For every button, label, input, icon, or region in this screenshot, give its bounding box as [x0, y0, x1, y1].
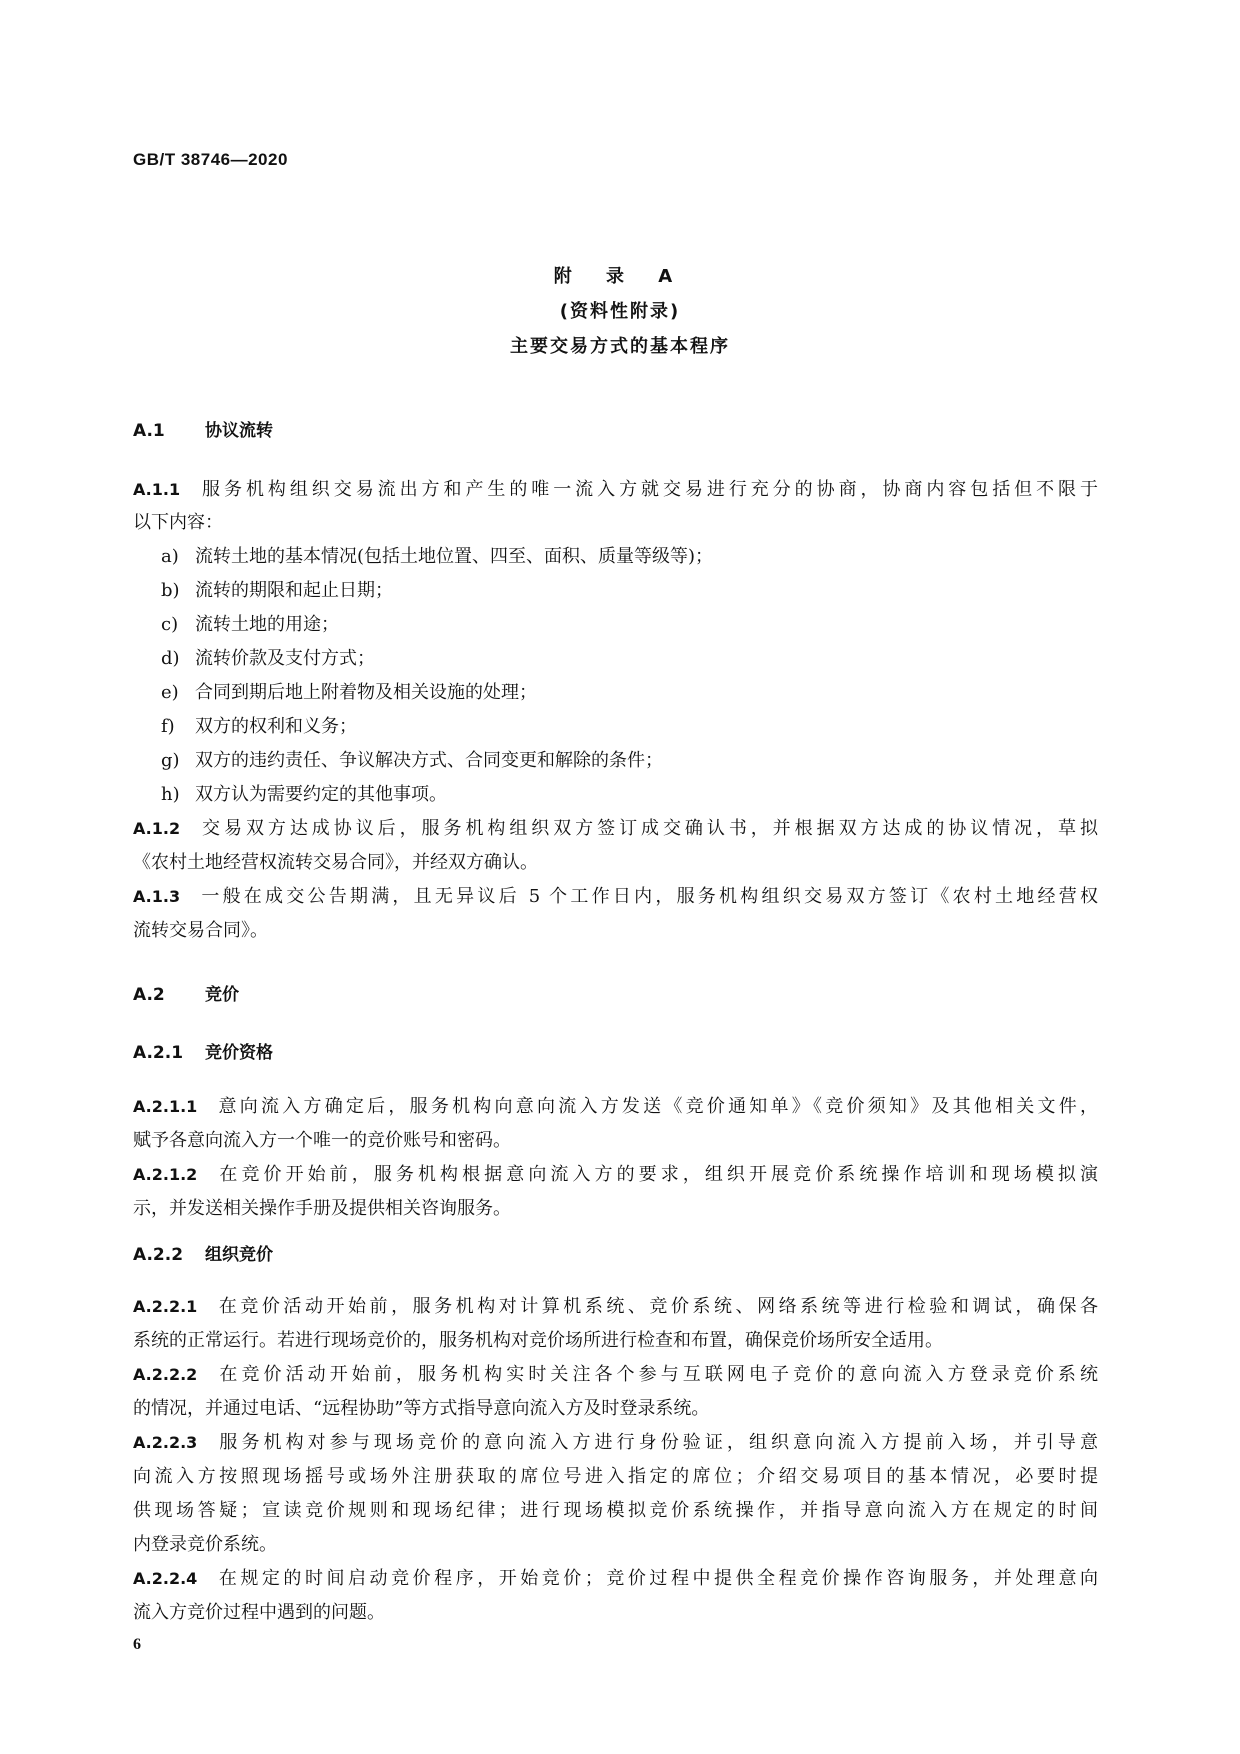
- list-item-text: 双方的违约责任、争议解决方式、合同变更和解除的条件；: [195, 750, 663, 771]
- clause-number: A.1.3: [133, 887, 181, 906]
- section-number: A.2.2: [133, 1245, 184, 1265]
- section-heading-a21: [133, 1038, 273, 1063]
- clause-number: A.2.2.1: [133, 1297, 198, 1316]
- list-marker: d): [161, 648, 180, 669]
- list-marker: f): [161, 716, 175, 737]
- list-marker: c): [161, 614, 179, 635]
- paragraph-a222-line1: [133, 1360, 1098, 1386]
- paragraph-a223-line3: 供现场答疑；宣读竞价规则和现场纪律；进行现场模拟竞价系统操作，并指导意向流入方在规定的时间: [133, 1500, 1098, 1521]
- list-marker: e): [161, 682, 179, 703]
- section-number: A.1: [133, 421, 165, 441]
- paragraph-a12-line2: 《农村土地经营权流转交易合同》，并经双方确认。: [133, 852, 538, 873]
- list-item: [161, 712, 357, 738]
- paragraph-a13-line1: [133, 882, 1098, 908]
- standard-code: GB/T 38746—2020: [133, 150, 288, 169]
- annex-title: 主要交易方式的基本程序: [510, 336, 730, 357]
- list-item-text: 流转土地的用途；: [195, 614, 339, 635]
- annex-label: 附 录 A: [553, 266, 687, 287]
- list-item-text: 合同到期后地上附着物及相关设施的处理；: [195, 682, 537, 703]
- section-title: 竞价: [205, 985, 239, 1005]
- list-item-text: 流转土地的基本情况(包括土地位置、四至、面积、质量等级等)；: [195, 546, 714, 567]
- paragraph-a223-line4: 内登录竞价系统。: [133, 1534, 277, 1555]
- section-number: A.2: [133, 985, 165, 1005]
- list-marker: g): [161, 750, 180, 771]
- section-number: A.2.1: [133, 1043, 184, 1063]
- paragraph-a221-line1: [133, 1292, 1098, 1318]
- paragraph-text: 在竞价活动开始前，服务机构实时关注各个参与互联网电子竞价的意向流入方登录竞价系统: [215, 1364, 1098, 1385]
- paragraph-a222-line2: 的情况，并通过电话、“远程协助”等方式指导意向流入方及时登录系统。: [133, 1398, 710, 1419]
- list-item: [161, 746, 663, 772]
- paragraph-a12-line1: [133, 814, 1098, 840]
- annex-type: (资料性附录): [559, 301, 681, 322]
- list-marker: a): [161, 546, 179, 567]
- clause-number: A.1.1: [133, 480, 181, 499]
- list-item: [161, 644, 375, 670]
- paragraph-a212-line1: [133, 1160, 1098, 1186]
- paragraph-text: 一般在成交公告期满，且无异议后 5 个工作日内，服务机构组织交易双方签订《农村土地经营权: [198, 886, 1098, 907]
- paragraph-text: 服务机构组织交易流出方和产生的唯一流入方就交易进行充分的协商，协商内容包括但不限于: [198, 479, 1098, 500]
- section-title: 组织竞价: [205, 1245, 273, 1265]
- section-heading-a2: [133, 980, 239, 1005]
- paragraph-text: 在竞价开始前，服务机构根据意向流入方的要求，组织开展竞价系统操作培训和现场模拟演: [215, 1164, 1098, 1185]
- list-item: [161, 610, 339, 636]
- list-marker: b): [161, 580, 180, 601]
- list-item: [161, 576, 393, 602]
- paragraph-a11-line2: 以下内容：: [133, 512, 223, 533]
- clause-number: A.1.2: [133, 819, 181, 838]
- list-item: [161, 678, 537, 704]
- paragraph-text: 在竞价活动开始前，服务机构对计算机系统、竞价系统、网络系统等进行检验和调试，确保各: [215, 1296, 1098, 1317]
- paragraph-a223-line1: [133, 1428, 1098, 1454]
- clause-number: A.2.1.1: [133, 1097, 198, 1116]
- list-item-text: 流转价款及支付方式；: [195, 648, 375, 669]
- clause-number: A.2.2.3: [133, 1433, 198, 1452]
- paragraph-text: 服务机构对参与现场竞价的意向流入方进行身份验证，组织意向流入方提前入场，并引导意: [215, 1432, 1098, 1453]
- paragraph-a212-line2: 示，并发送相关操作手册及提供相关咨询服务。: [133, 1198, 511, 1219]
- clause-number: A.2.2.4: [133, 1569, 198, 1588]
- paragraph-a221-line2: 系统的正常运行。若进行现场竞价的，服务机构对竞价场所进行检查和布置，确保竞价场所安全适用。: [133, 1330, 943, 1351]
- section-title: 竞价资格: [205, 1043, 273, 1063]
- list-marker: h): [161, 784, 180, 805]
- paragraph-a223-line2: 向流入方按照现场摇号或场外注册获取的席位号进入指定的席位；介绍交易项目的基本情况，必要时提: [133, 1466, 1098, 1487]
- section-heading-a22: [133, 1240, 273, 1265]
- list-item-text: 双方的权利和义务；: [195, 716, 357, 737]
- paragraph-a224-line2: 流入方竞价过程中遇到的问题。: [133, 1602, 385, 1623]
- paragraph-a11-line1: [133, 475, 1098, 501]
- list-item-text: 流转的期限和起止日期；: [195, 580, 393, 601]
- paragraph-a13-line2: 流转交易合同》。: [133, 920, 268, 941]
- paragraph-a211-line2: 赋予各意向流入方一个唯一的竞价账号和密码。: [133, 1130, 511, 1151]
- paragraph-a224-line1: [133, 1564, 1098, 1590]
- paragraph-text: 意向流入方确定后，服务机构向意向流入方发送《竞价通知单》《竞价须知》及其他相关文件，: [215, 1096, 1098, 1117]
- section-heading-a1: [133, 416, 273, 441]
- list-item-text: 双方认为需要约定的其他事项。: [195, 784, 447, 805]
- clause-number: A.2.2.2: [133, 1365, 198, 1384]
- paragraph-a211-line1: [133, 1092, 1098, 1118]
- paragraph-text: 在规定的时间启动竞价程序，开始竞价；竞价过程中提供全程竞价操作咨询服务，并处理意向: [215, 1568, 1098, 1589]
- paragraph-text: 交易双方达成协议后，服务机构组织双方签订成交确认书，并根据双方达成的协议情况，草拟: [198, 818, 1098, 839]
- section-title: 协议流转: [205, 421, 273, 441]
- list-item: [161, 780, 447, 806]
- clause-number: A.2.1.2: [133, 1165, 198, 1184]
- list-item: [161, 542, 713, 568]
- page-number: 6: [133, 1636, 141, 1653]
